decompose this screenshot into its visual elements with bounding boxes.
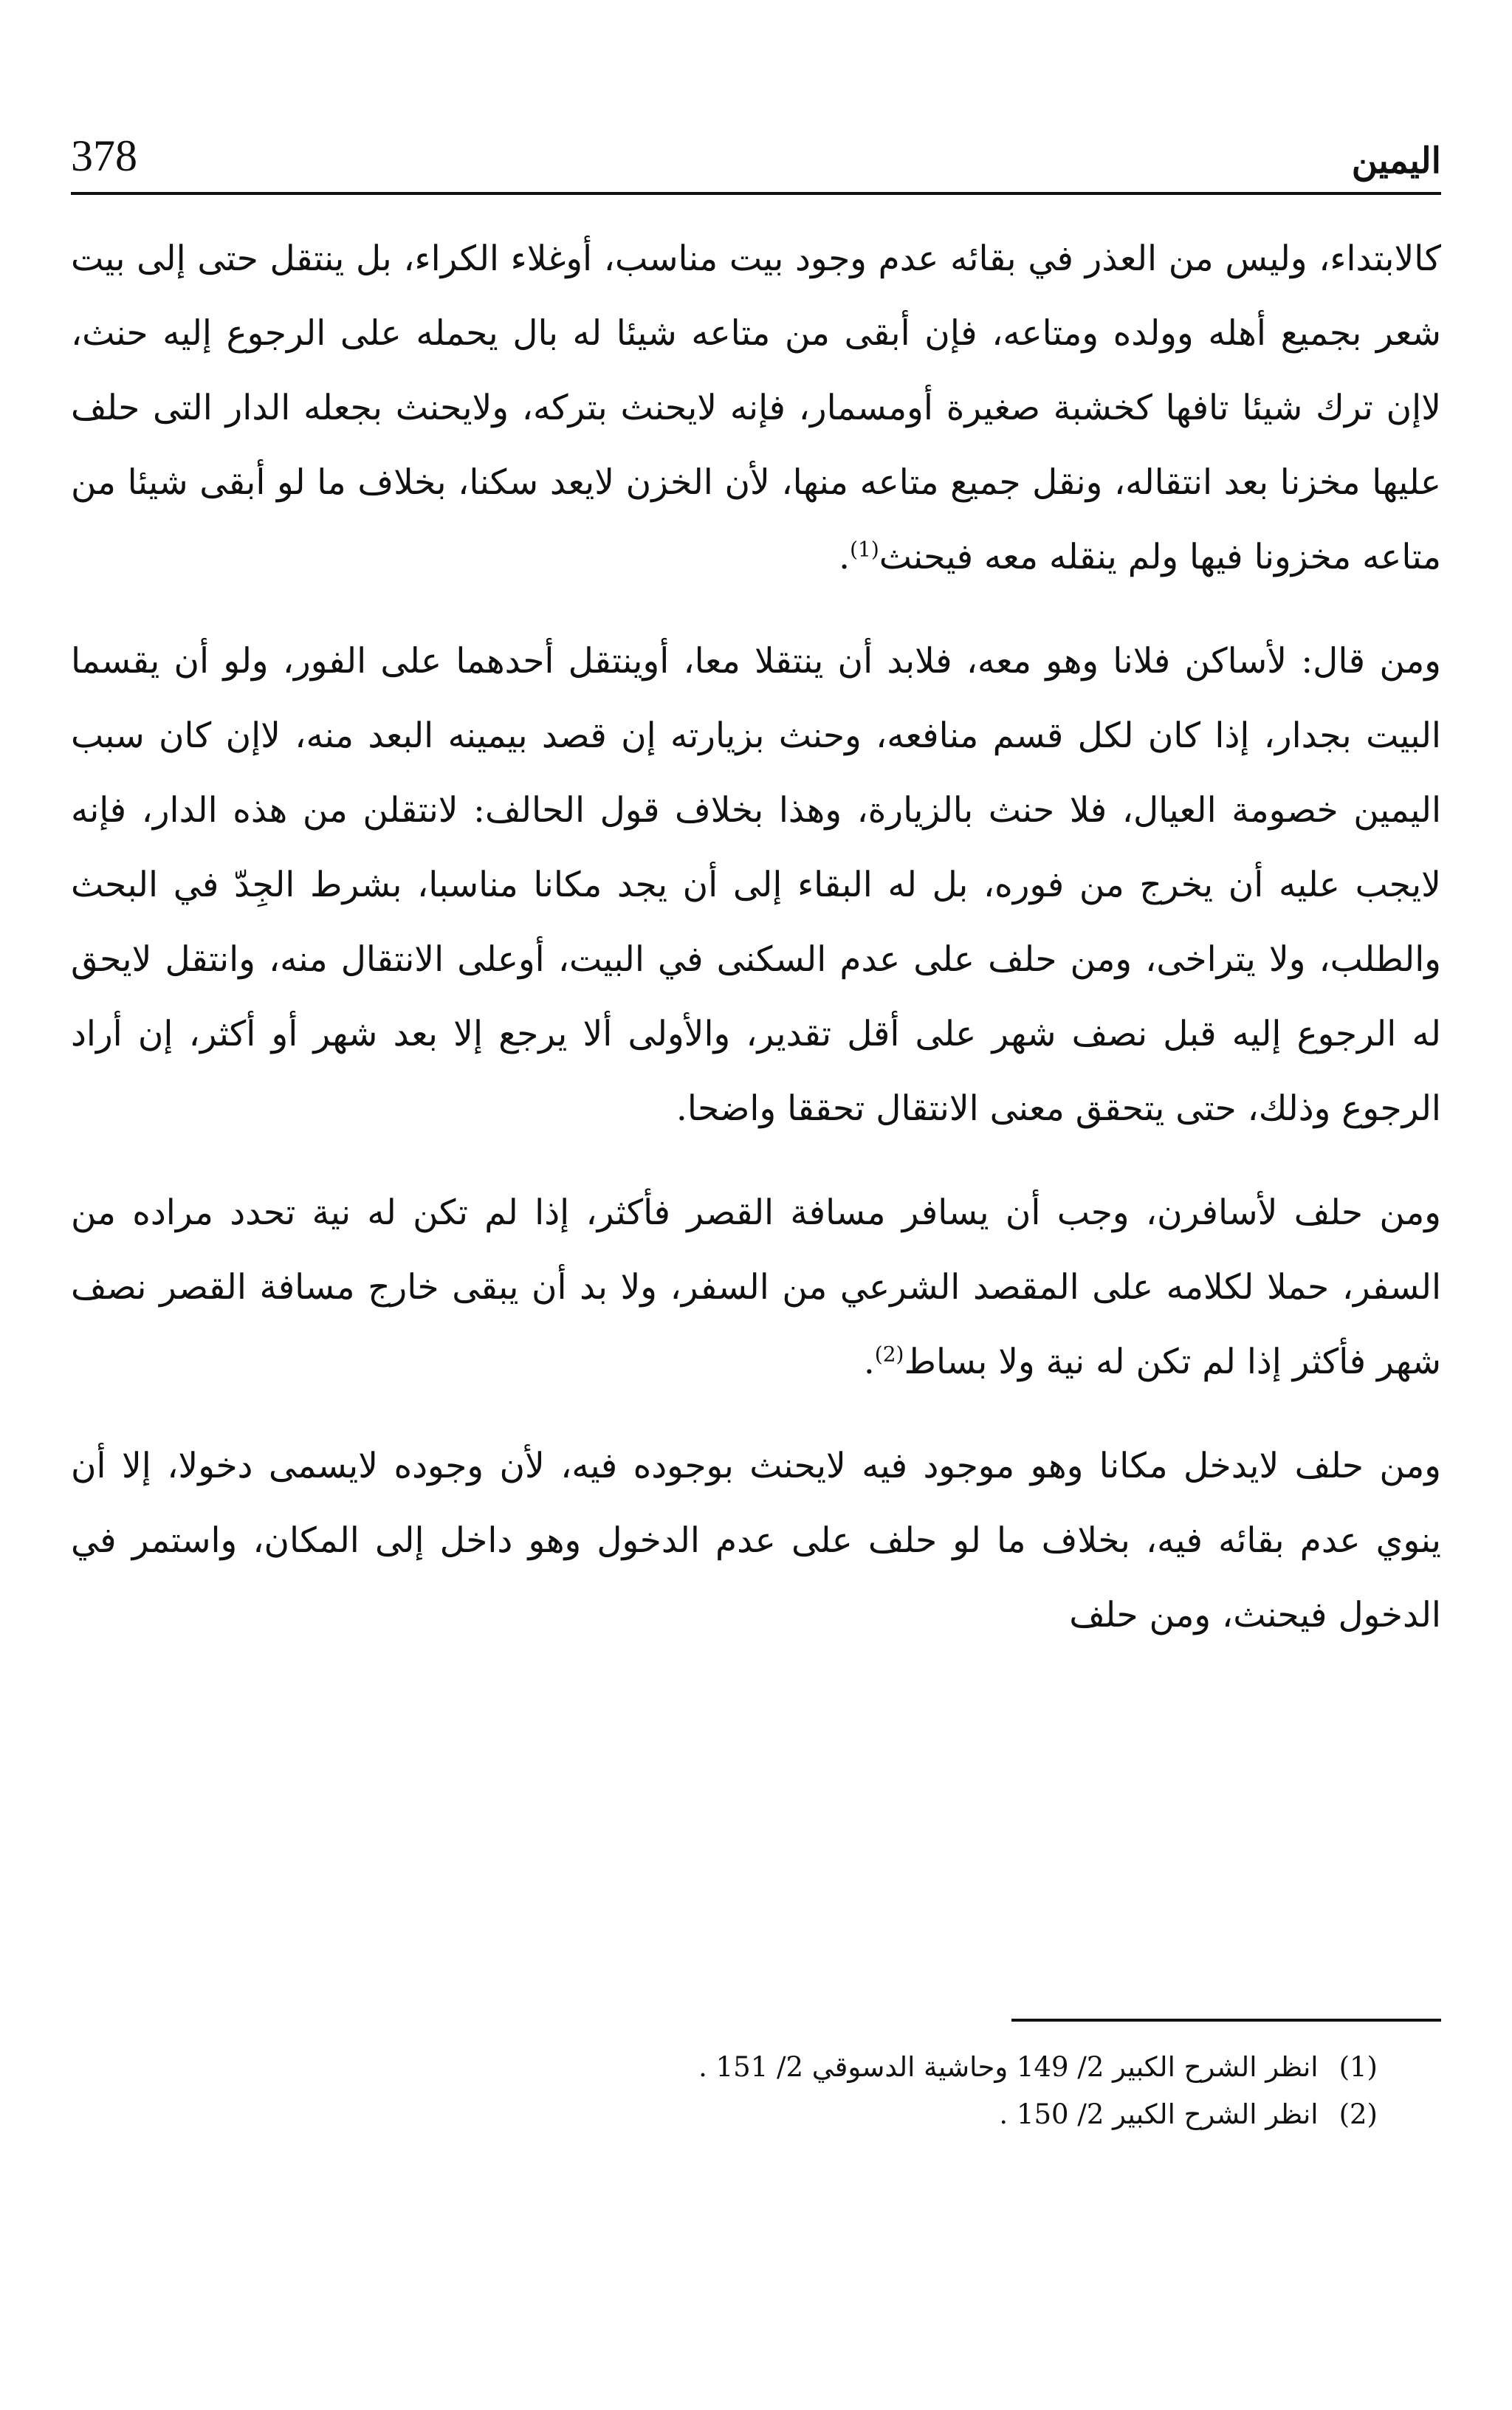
paragraph-text: ومن قال: لأساكن فلانا وهو معه، فلابد أن ينتقلا معا، أوينتقل أحدهما على الفور، ولو أن يقسما البيت بجدار، إذا كان لكل قسم منافعه، وحنث بزيارته إن قصد بيمينه البعد منه، لاإن كان سبب اليمين خصومة العيال، فلا حنث بالزيارة، وهذا بخلاف قول الحالف: لانتقلن من هذه الدار، فإنه لايجب عليه أن يخرج من فوره، بل له البقاء إلى أن يجد مكانا مناسبا، بشرط الجِدّ في البحث والطلب، ولا يتراخى، ومن حلف على عدم السكنى في البيت، أوعلى الانتقال منه، وانتقل لايحق له الرجوع إليه قبل نصف شهر على أقل تقدير، والأولى ألا يرجع إلا بعد شهر أو أكثر، إن أراد الرجوع وذلك، حتى يتحقق معنى الانتقال تحققا واضحا. — [71, 641, 1441, 1129]
paragraph-text: كالابتداء، وليس من العذر في بقائه عدم وجود بيت مناسب، أوغلاء الكراء، بل ينتقل حتى إلى بيت شعر بجميع أهله وولده ومتاعه، فإن أبقى من متاعه شيئا له بال يحمله على الرجوع إليه حنث، لاإن ترك شيئا تافها كخشبة صغيرة أومسمار، فإنه لايحنث بتركه، ولايحنث بجعله الدار التى حلف عليها مخزنا بعد انتقاله، ونقل جميع متاعه منها، لأن الخزن لايعد سكنا، بخلاف ما لو أبقى شيئا من متاعه مخزونا فيها ولم ينقله معه فيحنث — [71, 238, 1441, 577]
paragraph-4 — [71, 1429, 1441, 1652]
footnote-divider — [1011, 2019, 1441, 2022]
paragraph-text: ومن حلف لأسافرن، وجب أن يسافر مسافة القصر فأكثر، إذا لم تكن له نية تحدد مراده من السفر، حملا لكلامه على المقصد الشرعي من السفر، ولا بد أن يبقى خارج مسافة القصر نصف شهر فأكثر إذا لم تكن له نية ولا بساط — [71, 1192, 1441, 1382]
body-text — [71, 222, 1441, 1682]
footnote-text: انظر الشرح الكبير 2/ 149 وحاشية الدسوقي 2/ 151 . — [698, 2051, 1319, 2083]
footnotes — [71, 2044, 1378, 2138]
footnote-text: انظر الشرح الكبير 2/ 150 . — [999, 2098, 1319, 2130]
footnote-ref: (2) — [874, 1342, 904, 1367]
running-title: اليمين — [1351, 140, 1441, 182]
footnote-number: (2) — [1339, 2098, 1378, 2130]
paragraph-end: . — [839, 537, 850, 577]
page-header — [71, 111, 1441, 195]
page-number: 378 — [71, 131, 137, 180]
paragraph-3 — [71, 1175, 1441, 1399]
paragraph-text: ومن حلف لايدخل مكانا وهو موجود فيه لايحنث بوجوده فيه، لأن وجوده لايسمى دخولا، إلا أن ينوي عدم بقائه فيه، بخلاف ما لو حلف على عدم الدخول وهو داخل إلى المكان، واستمر في الدخول فيحنث، ومن حلف — [71, 1446, 1441, 1635]
footnote-2 — [71, 2091, 1378, 2138]
paragraph-2 — [71, 624, 1441, 1146]
footnote-ref: (1) — [850, 537, 879, 562]
paragraph-end: . — [863, 1342, 875, 1382]
paragraph-1 — [71, 222, 1441, 594]
footnote-1 — [71, 2044, 1378, 2091]
footnote-number: (1) — [1339, 2051, 1378, 2083]
